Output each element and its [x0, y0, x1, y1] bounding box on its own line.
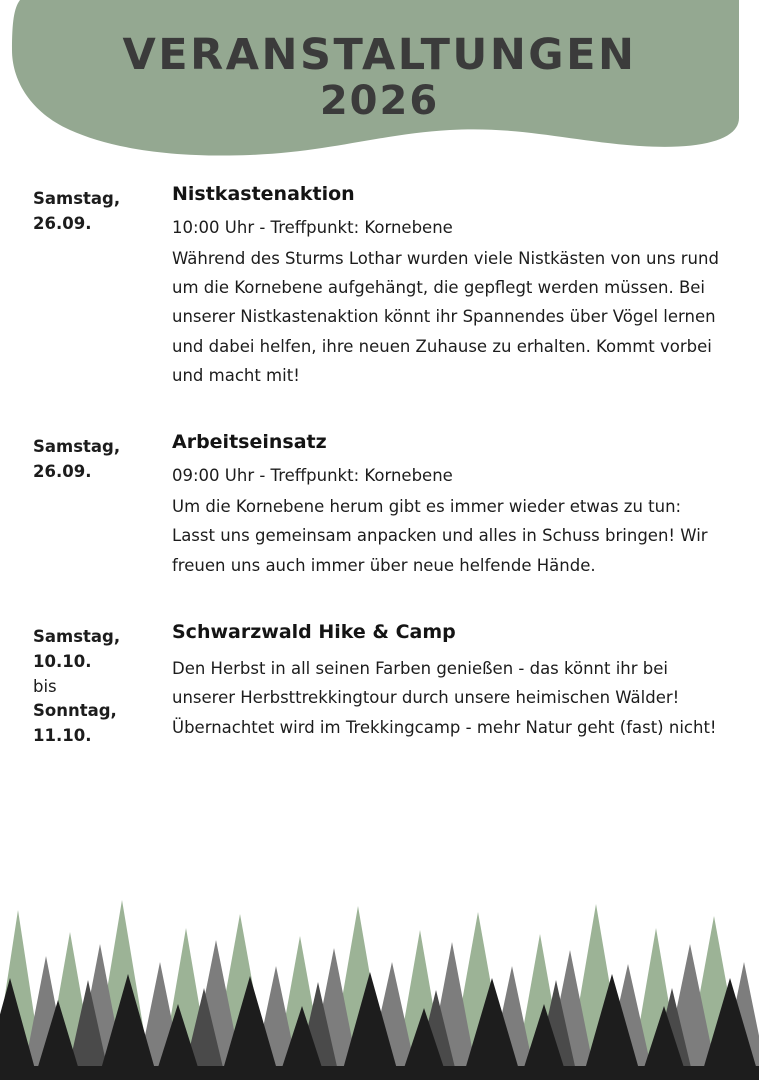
- event-body: [169, 430, 729, 580]
- event-date-line3: Sonntag,: [33, 701, 117, 721]
- event-date-line2: 26.09.: [33, 213, 92, 233]
- forest-trees-graphic: [0, 870, 759, 1080]
- event-meta: 10:00 Uhr - Treffpunkt: Kornebene: [172, 217, 453, 237]
- event-date: [33, 182, 169, 237]
- event-description: Um die Kornebene herum gibt es immer wieder etwas zu tun: Lasst uns gemeinsam anpacken und alles in Schuss bringen! Wir freuen uns auch immer über neue helfende Hände.: [172, 497, 708, 575]
- event-date-line4: 11.10.: [33, 726, 92, 746]
- event-body: [169, 620, 729, 742]
- events-list: [0, 182, 759, 789]
- event-date-line1: Samstag,: [33, 189, 121, 208]
- page-title-line2: 2026: [319, 77, 440, 124]
- list-item: [0, 182, 759, 390]
- event-description: Den Herbst in all seinen Farben genießen - das könnt ihr bei unserer Herbsttrekkingtour durch unsere heimischen Wälder! Übernachtet wird im Trekkingcamp - mehr Natur geht (fast) nicht!: [172, 658, 717, 737]
- header-banner: [0, 0, 759, 175]
- forest-footer-illustration: [0, 870, 759, 1080]
- event-date: [33, 430, 169, 485]
- event-date-line1: Samstag,: [33, 627, 121, 647]
- event-title: Schwarzwald Hike & Camp: [172, 621, 456, 644]
- event-meta: 09:00 Uhr - Treffpunkt: Kornebene: [172, 466, 453, 486]
- event-title: Nistkastenaktion: [172, 183, 355, 205]
- list-item: [0, 430, 759, 580]
- list-item: [0, 620, 759, 749]
- event-date-line1: Samstag,: [33, 437, 121, 457]
- page-title-line1: VERANSTALTUNGEN: [122, 30, 637, 81]
- event-description: Während des Sturms Lothar wurden viele Nistkästen von uns rund um die Kornebene aufgehängt, die gepflegt werden müssen. Bei unserer Nistkastenaktion könnt ihr Spannendes über Vögel lernen und dabei helfen, ihre neuen Zuhause zu erhalten. Kommt vorbei und macht mit!: [172, 248, 719, 386]
- event-date-line2: 10.10.: [33, 651, 92, 671]
- event-date-connector: bis: [33, 676, 57, 696]
- event-date-line2: 26.09.: [33, 462, 92, 482]
- event-title: Arbeitseinsatz: [172, 431, 327, 454]
- event-body: [169, 182, 729, 390]
- header-title-group: [0, 0, 759, 150]
- event-date: [33, 620, 169, 749]
